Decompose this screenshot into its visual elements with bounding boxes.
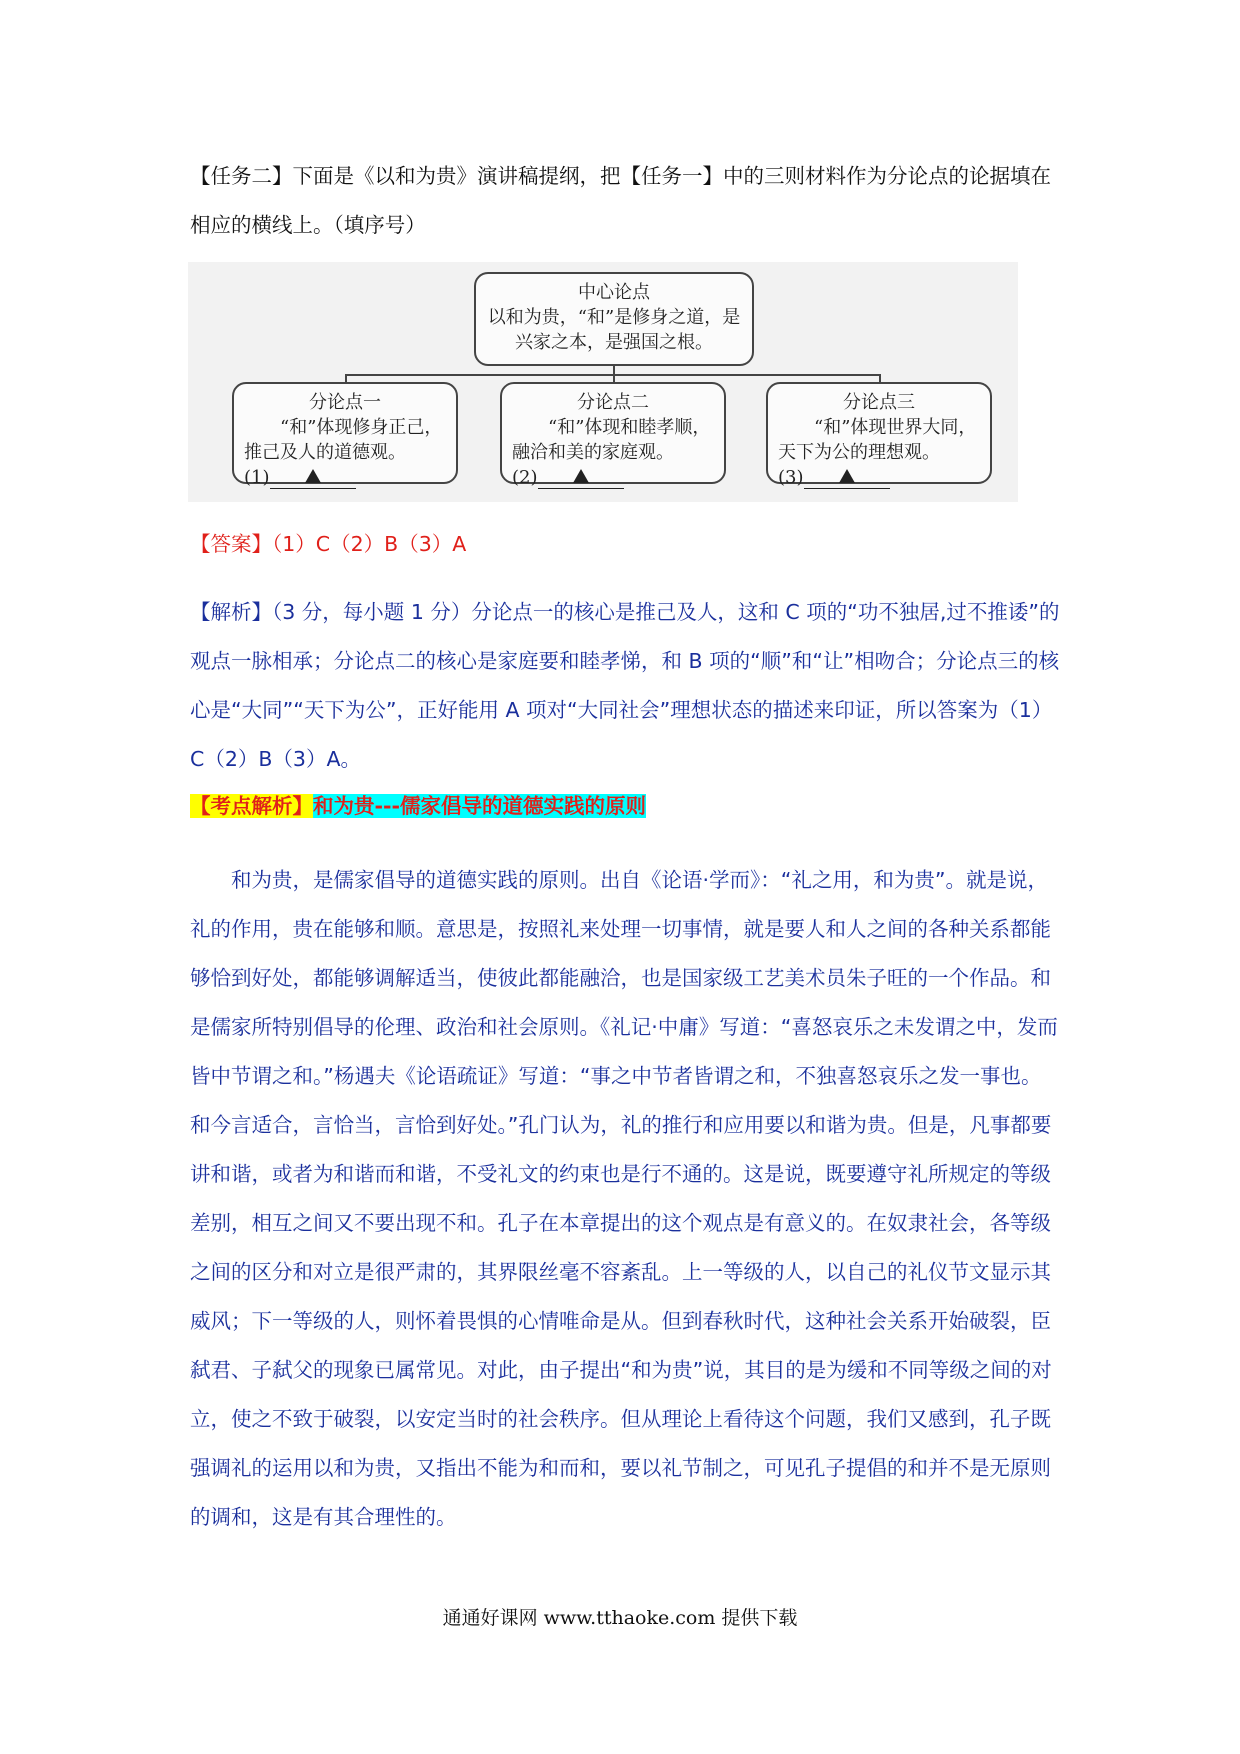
sub-argument-2-text: “和”体现和睦孝顺，融洽和美的家庭观。 bbox=[512, 417, 711, 463]
sub-argument-1-text: “和”体现修身正己，推己及人的道德观。 bbox=[244, 417, 443, 463]
answer-section bbox=[190, 520, 1060, 569]
triangle-icon bbox=[839, 469, 855, 483]
connector-center-down bbox=[613, 366, 615, 374]
connector-sub3 bbox=[879, 374, 881, 382]
triangle-icon bbox=[573, 469, 589, 483]
connector-sub2 bbox=[613, 374, 615, 382]
answer-blank-3[interactable] bbox=[804, 468, 890, 489]
answer-label: 【答案】 bbox=[190, 532, 272, 556]
sub-argument-1-blank bbox=[244, 465, 446, 490]
sub-argument-1-title: 分论点一 bbox=[309, 392, 381, 413]
sub-argument-2-blank bbox=[512, 465, 714, 490]
sub-argument-3-blank bbox=[778, 465, 980, 490]
analysis-section bbox=[190, 588, 1060, 784]
triangle-icon bbox=[305, 469, 321, 483]
keypoint-heading bbox=[190, 790, 646, 822]
task2-instruction: 【任务二】下面是《以和为贵》演讲稿提纲，把【任务一】中的三则材料作为分论点的论据填在相应的横线上。（填序号） bbox=[190, 164, 1051, 237]
outline-diagram bbox=[188, 262, 1018, 502]
connector-sub1 bbox=[345, 374, 347, 382]
sub-argument-2-title: 分论点二 bbox=[577, 392, 649, 413]
blank-1-label: (1) bbox=[244, 467, 270, 488]
central-argument-text: 以和为贵，“和”是修身之道，是兴家之本，是强国之根。 bbox=[487, 307, 741, 353]
answer-text: （1）C（2）B（3）A bbox=[272, 532, 467, 556]
keypoint-body-paragraph: 和为贵，是儒家倡导的道德实践的原则。出自《论语·学而》：“礼之用，和为贵”。就是说，礼的作用，贵在能够和顺。意思是，按照礼来处理一切事情，就是要人和人之间的各种关系都能够恰到好处，都能够调解适当，使彼此都能融洽，也是国家级工艺美术员朱子旺的一个作品。和是儒家所特别倡导的伦理、政治和社会原则。《礼记·中庸》写道：“喜怒哀乐之未发谓之中，发而皆中节谓之和。”杨遇夫《论语疏证》写道：“事之中节者皆谓之和，不独喜怒哀乐之发一事也。和今言适合，言恰当，言恰到好处。”孔门认为，礼的推行和应用要以和谐为贵。但是，凡事都要讲和谐，或者为和谐而和谐，不受礼文的约束也是行不通的。这是说，既要遵守礼所规定的等级差别，相互之间又不要出现不和。孔子在本章提出的这个观点是有意义的。在奴隶社会，各等级之间的区分和对立是很严肃的，其界限丝毫不容紊乱。上一等级的人，以自己的礼仪节文显示其威风；下一等级的人，则怀着畏惧的心情唯命是从。但到春秋时代，这种社会关系开始破裂，臣弑君、子弑父的现象已属常见。对此，由子提出“和为贵”说，其目的是为缓和不同等级之间的对立，使之不致于破裂，以安定当时的社会秩序。但从理论上看待这个问题，我们又感到，孔子既强调礼的运用以和为贵，又指出不能为和而和，要以礼节制之，可见孔子提倡的和并不是无原则的调和，这是有其合理性的。 bbox=[190, 868, 1058, 1529]
sub-argument-3-box bbox=[766, 382, 992, 488]
central-argument-title: 中心论点 bbox=[578, 282, 650, 303]
answer-blank-2[interactable] bbox=[538, 468, 624, 489]
sub-argument-3-title: 分论点三 bbox=[843, 392, 915, 413]
answer-blank-1[interactable] bbox=[270, 468, 356, 489]
sub-argument-2-box bbox=[500, 382, 726, 488]
sub-argument-3-text: “和”体现世界大同，天下为公的理想观。 bbox=[778, 417, 977, 463]
keypoint-title: 和为贵---儒家倡导的道德实践的原则 bbox=[313, 794, 647, 818]
analysis-text: （3 分，每小题 1 分）分论点一的核心是推己及人，这和 C 项的“功不独居,过不推诿”的观点一脉相承；分论点二的核心是家庭要和睦孝悌，和 B 项的“顺”和“让”相吻合；分论点三的核心是“大同”“天下为公”，正好能用 A 项对“大同社会”理想状态的描述来印证，所以答案为（1）C（2）B（3）A。 bbox=[190, 600, 1060, 771]
central-argument-box bbox=[474, 272, 754, 366]
analysis-label: 【解析】 bbox=[190, 600, 272, 624]
keypoint-body bbox=[190, 856, 1060, 1542]
blank-3-label: (3) bbox=[778, 467, 804, 488]
keypoint-label: 【考点解析】 bbox=[190, 794, 313, 818]
sub-argument-1-box bbox=[232, 382, 458, 488]
blank-2-label: (2) bbox=[512, 467, 538, 488]
page-footer: 通通好课网 www.tthaoke.com 提供下载 bbox=[442, 1607, 798, 1629]
